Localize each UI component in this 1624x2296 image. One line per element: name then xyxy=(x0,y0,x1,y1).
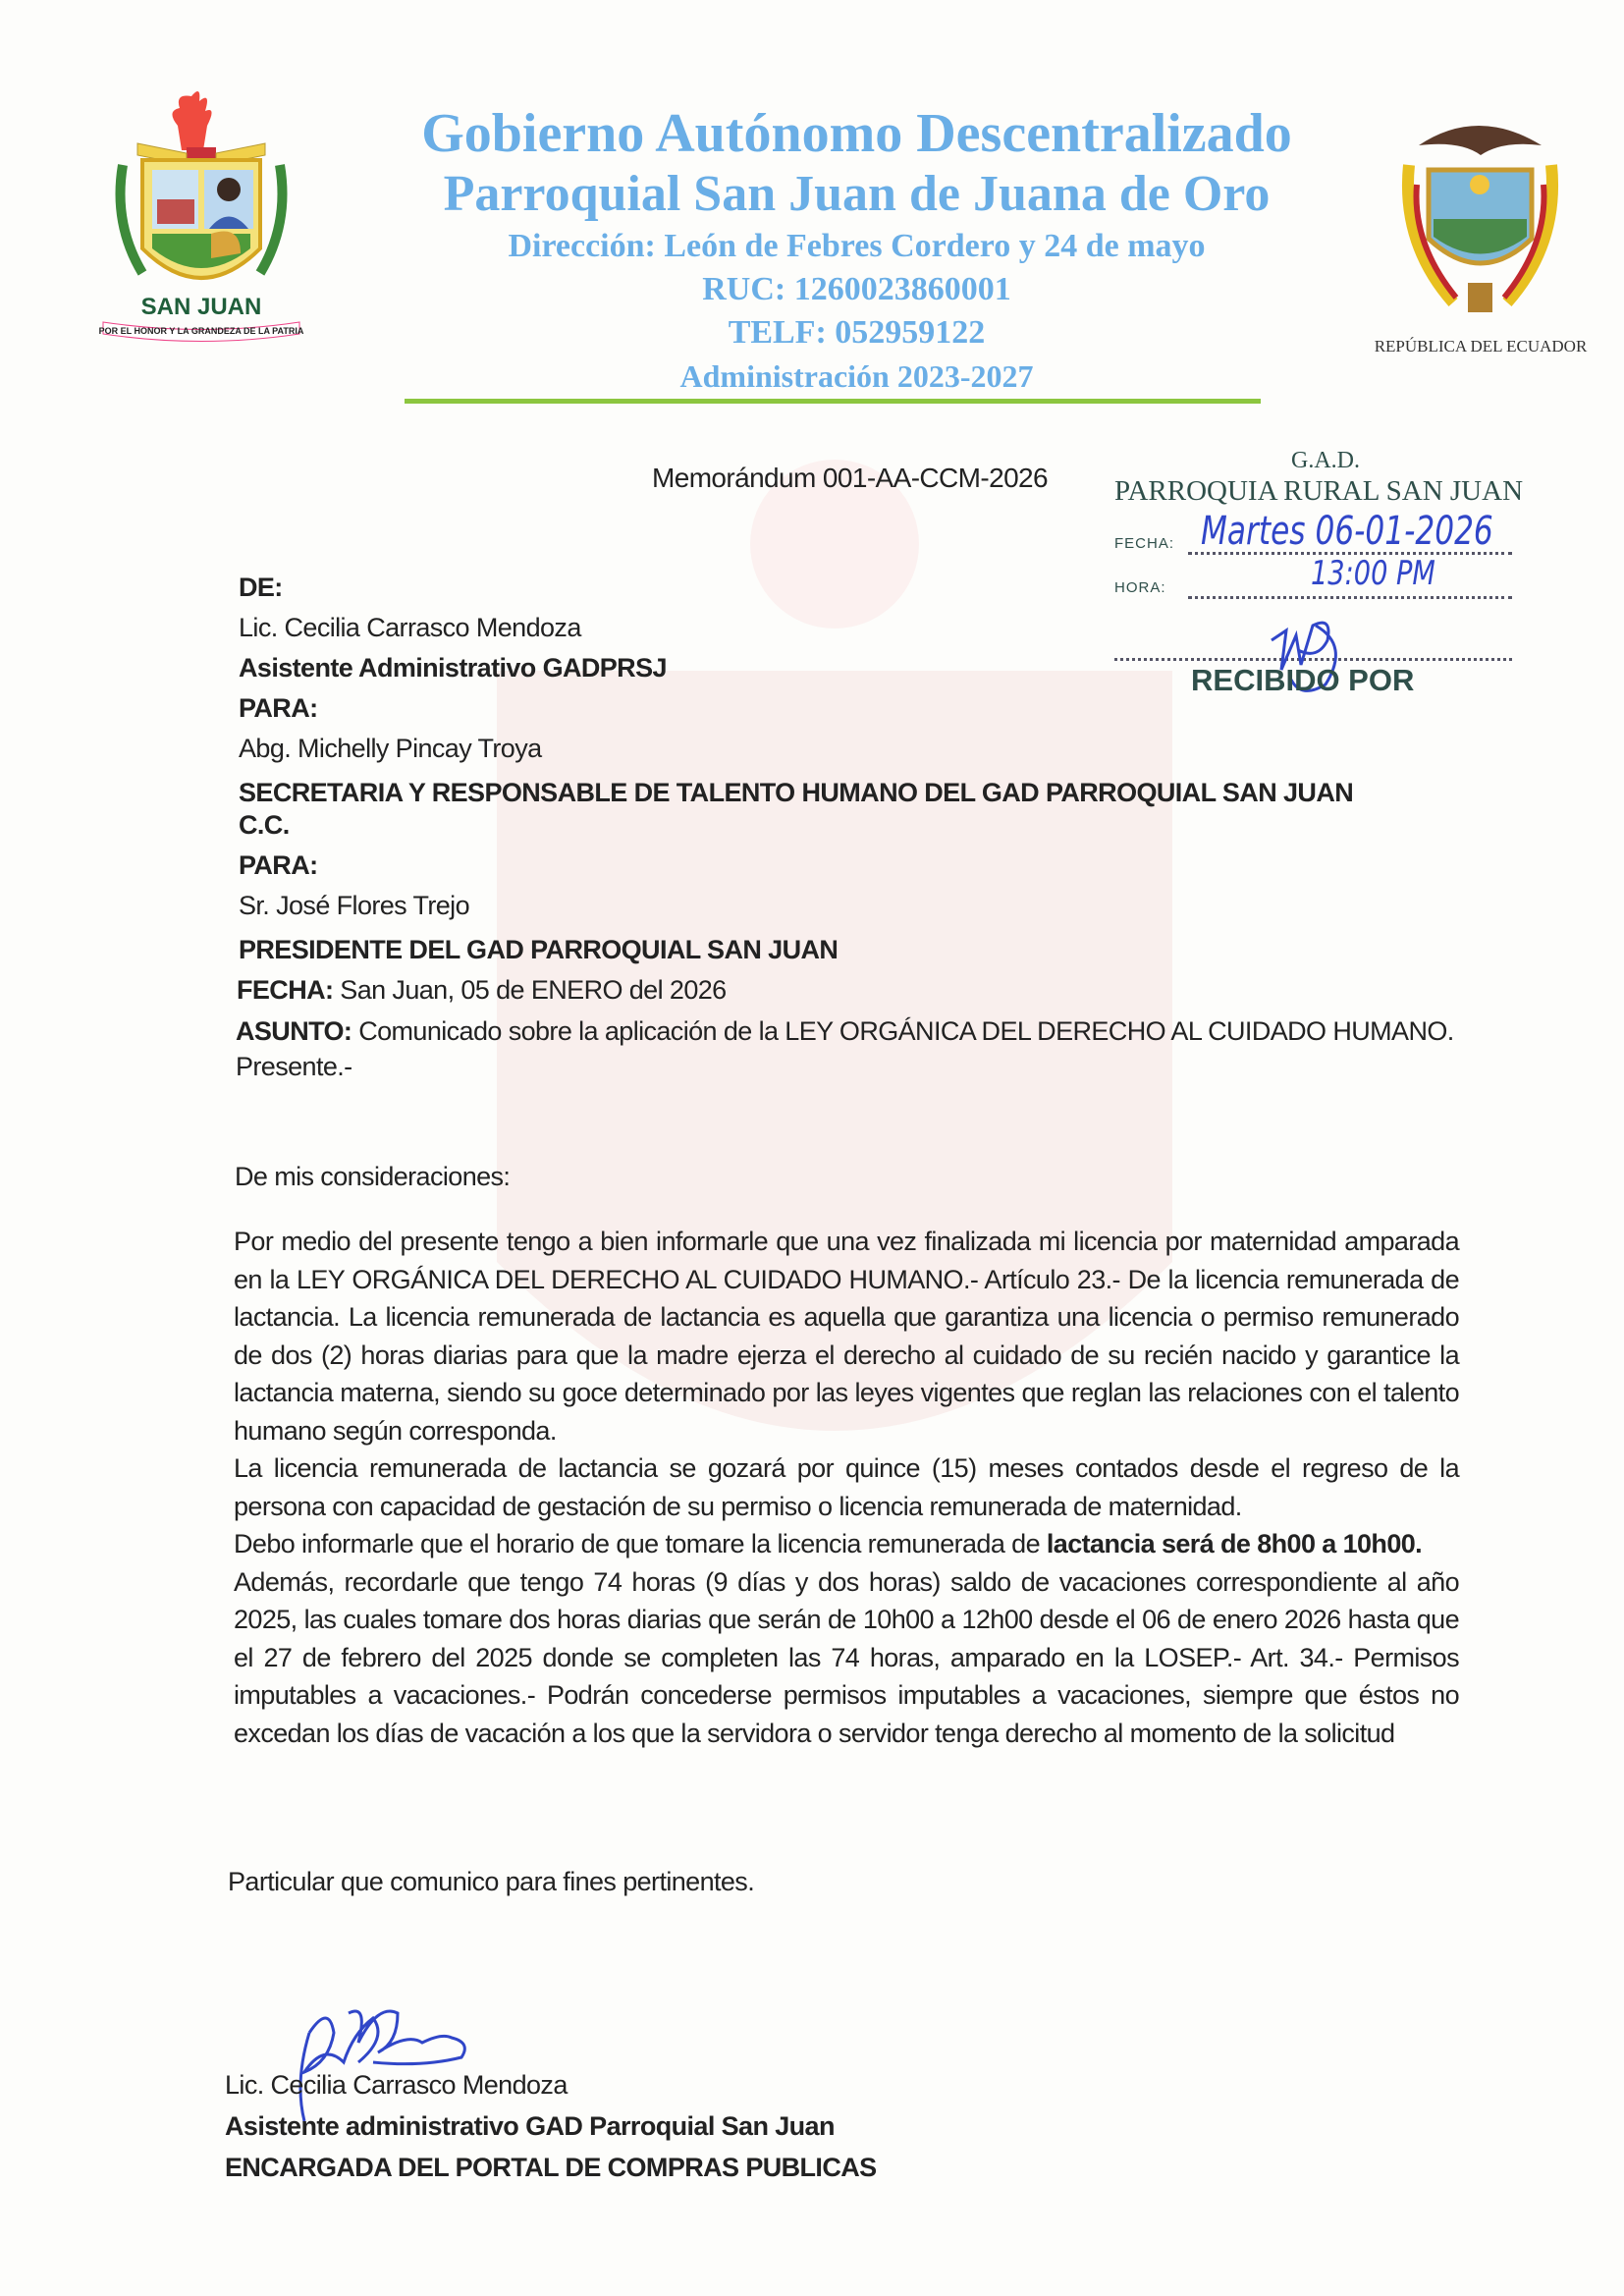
para-title: SECRETARIA Y RESPONSABLE DE TALENTO HUMANO DEL GAD PARROQUIAL SAN JUAN xyxy=(239,778,1354,807)
stamp-hora-value: 13:00 PM xyxy=(1311,554,1435,593)
memo-fields xyxy=(236,568,1461,1087)
body-paragraph-3 xyxy=(234,1525,1459,1563)
institution-administration: Administración 2023-2027 xyxy=(679,358,1034,394)
para-name: Abg. Michelly Pincay Troya xyxy=(239,734,542,763)
stamp-org: PARROQUIA RURAL SAN JUAN xyxy=(1114,475,1524,507)
cc-label: C.C. xyxy=(239,810,290,840)
stamp-hora-label: HORA: xyxy=(1114,579,1166,596)
para2-label: PARA: xyxy=(239,850,318,880)
greeting: De mis consideraciones: xyxy=(235,1162,511,1191)
body-paragraph-3-text: Debo informarle que el horario de que tomare la licencia remunerada de xyxy=(234,1529,1047,1558)
fecha-label: FECHA: xyxy=(237,975,334,1005)
fecha-line xyxy=(237,970,1461,1011)
fecha-value: San Juan, 05 de ENERO del 2026 xyxy=(333,975,727,1005)
signer-name: Lic. Cecilia Carrasco Mendoza xyxy=(225,2070,568,2100)
body-paragraph-4: Además, recordarle que tengo 74 horas (9 días y dos horas) saldo de vacaciones correspondiente al año 2025, las cuales tomare dos horas diarias que serán de 10h00 a 12h00 desde el 06 de enero 2026 hasta que el 27 de febrero del 2025 donde se completen las 74 horas, amparado en la LOSEP.- Art. 34.- Permisos imputables a vacaciones.- Podrán concederse permisos imputables a vacaciones, siempre que éstos no excedan los días de vacación a los que la servidora o servidor tenga derecho al momento de la solicitud xyxy=(234,1566,1459,1748)
para2-name: Sr. José Flores Trejo xyxy=(239,891,469,920)
body-paragraph-2: La licencia remunerada de lactancia se gozará por quince (15) meses contados desde el regreso de la persona con capacidad de gestación de su permiso o licencia remunerada de maternidad. xyxy=(234,1453,1459,1521)
institution-phone: TELF: 052959122 xyxy=(728,314,986,351)
svg-text:POR EL HONOR Y LA GRANDEZA DE: POR EL HONOR Y LA GRANDEZA DE LA PATRIA xyxy=(98,326,304,336)
body-text xyxy=(234,1223,1459,1752)
parish-crest-logo xyxy=(98,86,304,347)
stamp-org-top: G.A.D. xyxy=(1291,448,1360,473)
signer-title: Asistente administrativo GAD Parroquial San Juan xyxy=(225,2111,835,2141)
para-label: PARA: xyxy=(239,693,318,723)
institution-address: Dirección: León de Febres Cordero y 24 de mayo xyxy=(508,228,1206,264)
signer-role: ENCARGADA DEL PORTAL DE COMPRAS PUBLICAS xyxy=(225,2153,877,2182)
signature-block xyxy=(225,2064,877,2188)
institution-ruc: RUC: 1260023860001 xyxy=(702,271,1011,307)
de-title: Asistente Administrativo GADPRSJ xyxy=(239,653,667,683)
asunto-line xyxy=(236,1016,1461,1047)
closing: Particular que comunico para fines pertinentes. xyxy=(228,1867,755,1896)
institution-name-line2: Parroquial San Juan de Juana de Oro xyxy=(443,166,1271,222)
stamp-fecha-label: FECHA: xyxy=(1114,535,1175,552)
stamp-received-label: RECIBIDO POR xyxy=(1191,663,1415,697)
institution-name-line1: Gobierno Autónomo Descentralizado xyxy=(421,103,1292,164)
header-divider xyxy=(405,399,1261,404)
republic-caption: REPÚBLICA DEL ECUADOR xyxy=(1374,337,1588,355)
asunto-value: Comunicado sobre la aplicación de la LEY ORGÁNICA DEL DERECHO AL CUIDADO HUMANO. xyxy=(352,1016,1454,1046)
body-paragraph-3-bold: lactancia será de 8h00 a 10h00. xyxy=(1046,1529,1423,1558)
presente: Presente.- xyxy=(236,1052,352,1081)
asunto-label: ASUNTO: xyxy=(236,1016,352,1046)
svg-text:SAN JUAN: SAN JUAN xyxy=(140,294,262,320)
para2-title: PRESIDENTE DEL GAD PARROQUIAL SAN JUAN xyxy=(239,935,839,964)
de-name: Lic. Cecilia Carrasco Mendoza xyxy=(239,613,581,642)
ecuador-coat-of-arms-logo xyxy=(1399,116,1561,327)
stamp-fecha-value: Martes 06-01-2026 xyxy=(1201,509,1493,554)
de-label: DE: xyxy=(239,573,283,602)
body-paragraph-1: Por medio del presente tengo a bien informarle que una vez finalizada mi licencia por maternidad amparada en la LEY ORGÁNICA DEL DERECHO AL CUIDADO HUMANO.- Artículo 23.- De la licencia remunerada de lactancia. La licencia remunerada de lactancia es aquella que garantiza una licencia o permiso remunerado de dos (2) horas diarias para que la madre ejerza el derecho al cuidado de su recién nacido y garantice la lactancia materna, siendo su goce determinado por las leyes vigentes que reglan las relaciones con el talento humano según corresponda. xyxy=(234,1227,1459,1446)
memo-number: Memorándum 001-AA-CCM-2026 xyxy=(652,463,1049,493)
